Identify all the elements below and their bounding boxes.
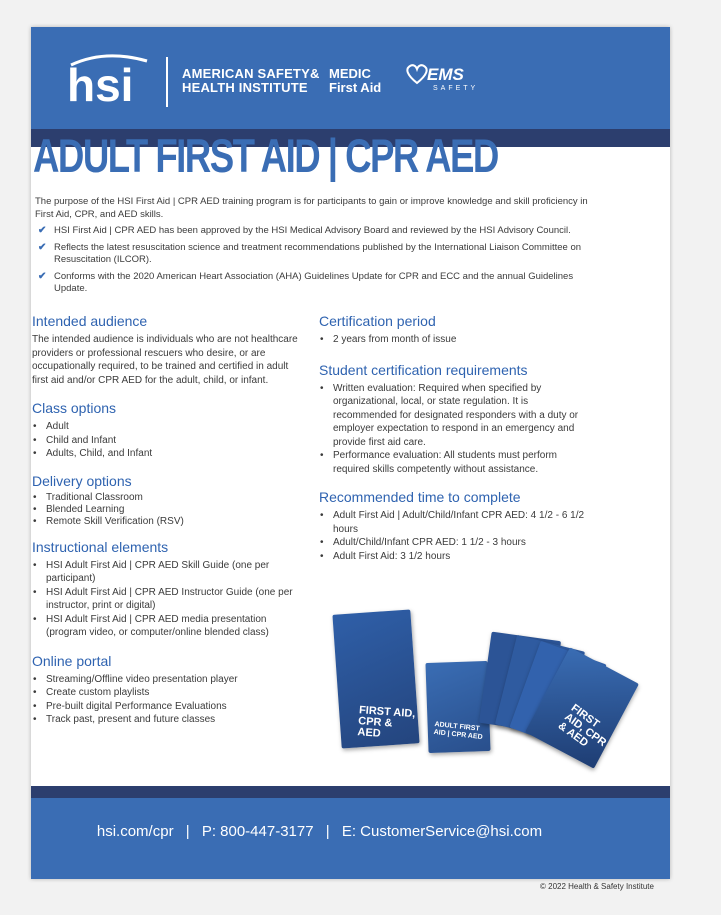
ems-word: EMS (427, 65, 464, 84)
footer-strip (31, 786, 670, 798)
checkmark-icon: ✔ (38, 225, 47, 236)
section-heading: Online portal (32, 652, 112, 669)
list-item: • Traditional Classroom (46, 492, 307, 504)
list-item: • Adults, Child, and Infant (46, 447, 307, 461)
intro-text: The purpose of the HSI First Aid | CPR AED training program is for participants to gain or improve knowledge and skill proficiency in First Aid, CPR, and AED skills. (35, 196, 588, 220)
logo-divider (166, 57, 168, 107)
separator: | (185, 823, 190, 840)
list-item: • HSI Adult First Aid | CPR AED Instructor Guide (one per instructor, print or digital) (46, 586, 307, 613)
hsi-logo (65, 51, 155, 107)
medic-line-1: MEDIC (329, 66, 371, 81)
list-item: • Written evaluation: Required when specified by organizational, local, or state regulation. It is recommended for designated responders with a duty or employer expectation to respond in an emergency and provide first aid care. (333, 382, 594, 450)
section-heading: Certification period (319, 313, 436, 329)
check-item-text: HSI First Aid | CPR AED has been approved by the HSI Medical Advisory Board and reviewed by the HSI Advisory Council. (54, 225, 571, 236)
list-item: • Adult/Child/Infant CPR AED: 1 1/2 - 3 hours (333, 536, 594, 550)
check-item (38, 225, 608, 237)
section-heading: Class options (32, 400, 117, 416)
list-item: • Child and Infant (46, 434, 307, 448)
list-item: • Blended Learning (46, 504, 307, 516)
check-item-text: Reflects the latest resuscitation science and treatment recommendations published by the International Liaison Committee on Resuscitation (ILCOR). (54, 242, 582, 265)
ashi-line-2: HEALTH INSTITUTE (182, 80, 308, 95)
checkmark-icon: ✔ (38, 242, 47, 253)
list-item: • Track past, present and future classes (46, 713, 307, 727)
section-heading: Recommended time to complete (319, 489, 521, 505)
list-item: • Performance evaluation: All students must perform required skills competently without assistance. (333, 449, 594, 476)
list-item: • Adult First Aid | Adult/Child/Infant CPR AED: 4 1/2 - 6 1/2 hours (333, 509, 594, 536)
copyright-notice: © 2022 Health & Safety Institute (540, 882, 654, 891)
ems-sub: SAFETY (433, 85, 479, 92)
certification-period-section (319, 313, 594, 347)
book-title: FIRST AID, CPR & AED (357, 704, 416, 740)
online-portal-section (32, 653, 307, 727)
separator: | (325, 823, 330, 840)
list-item: • Adult First Aid: 3 1/2 hours (333, 550, 594, 564)
phone-number[interactable]: P: 800-447-3177 (201, 823, 314, 840)
website-link[interactable]: hsi.com/cpr (96, 823, 174, 840)
email-link[interactable]: E: CustomerService@hsi.com (341, 823, 543, 840)
list-item: • Adult (46, 420, 307, 434)
list-item: • Create custom playlists (46, 686, 307, 700)
checkmark-icon: ✔ (38, 271, 47, 282)
student-requirements-section (319, 362, 594, 477)
list-item: • Streaming/Offline video presentation player (46, 673, 307, 687)
header-band (31, 27, 670, 129)
intended-audience-section (32, 313, 307, 387)
right-column (319, 313, 594, 563)
medic-line-2: First Aid (329, 80, 382, 95)
delivery-options-section (32, 473, 307, 528)
list-item: • HSI Adult First Aid | CPR AED media presentation (program video, or computer/online blended class) (46, 613, 307, 640)
instructional-elements-section (32, 539, 307, 640)
page-title: ADULT FIRST AID | CPR AED (33, 129, 498, 182)
list-item: • Pre-built digital Performance Evaluations (46, 700, 307, 714)
list-item: • HSI Adult First Aid | CPR AED Skill Guide (one per participant) (46, 559, 307, 586)
ashi-line-1: AMERICAN SAFETY& (182, 66, 320, 81)
section-heading: Delivery options (32, 472, 132, 489)
ems-heart-icon (405, 63, 429, 85)
list-item: • 2 years from month of issue (333, 333, 594, 347)
recommended-time-section (319, 489, 594, 563)
list-item: • Remote Skill Verification (RSV) (46, 516, 307, 528)
product-image (337, 606, 647, 766)
ashi-logo (182, 67, 320, 95)
svg-text:hsi: hsi (67, 59, 134, 107)
section-heading: Student certification requirements (319, 361, 528, 378)
section-heading: Instructional elements (32, 538, 169, 555)
section-text: The intended audience is individuals who are not healthcare providers or professional rescuers who desire, or are occupationally required, to be trained and certified in adult first aid and/or CPR AED for the adult, child, or infant. (32, 334, 298, 386)
check-item (38, 242, 608, 266)
contact-line (0, 823, 639, 840)
section-heading: Intended audience (32, 313, 148, 329)
dvd-title: ADULT FIRST AID | CPR AED (433, 720, 483, 742)
book-title: FIRST AID, CPR & AED (555, 702, 609, 750)
class-options-section (32, 400, 307, 461)
ems-safety-logo (405, 63, 479, 92)
check-item (38, 271, 608, 295)
key-points-list (38, 225, 608, 300)
medic-first-aid-logo (329, 67, 381, 95)
left-column (32, 313, 307, 727)
instructor-guide-book (332, 609, 419, 748)
check-item-text: Conforms with the 2020 American Heart Association (AHA) Guidelines Update for CPR and ECC and the annual Guidelines Update. (54, 271, 574, 294)
